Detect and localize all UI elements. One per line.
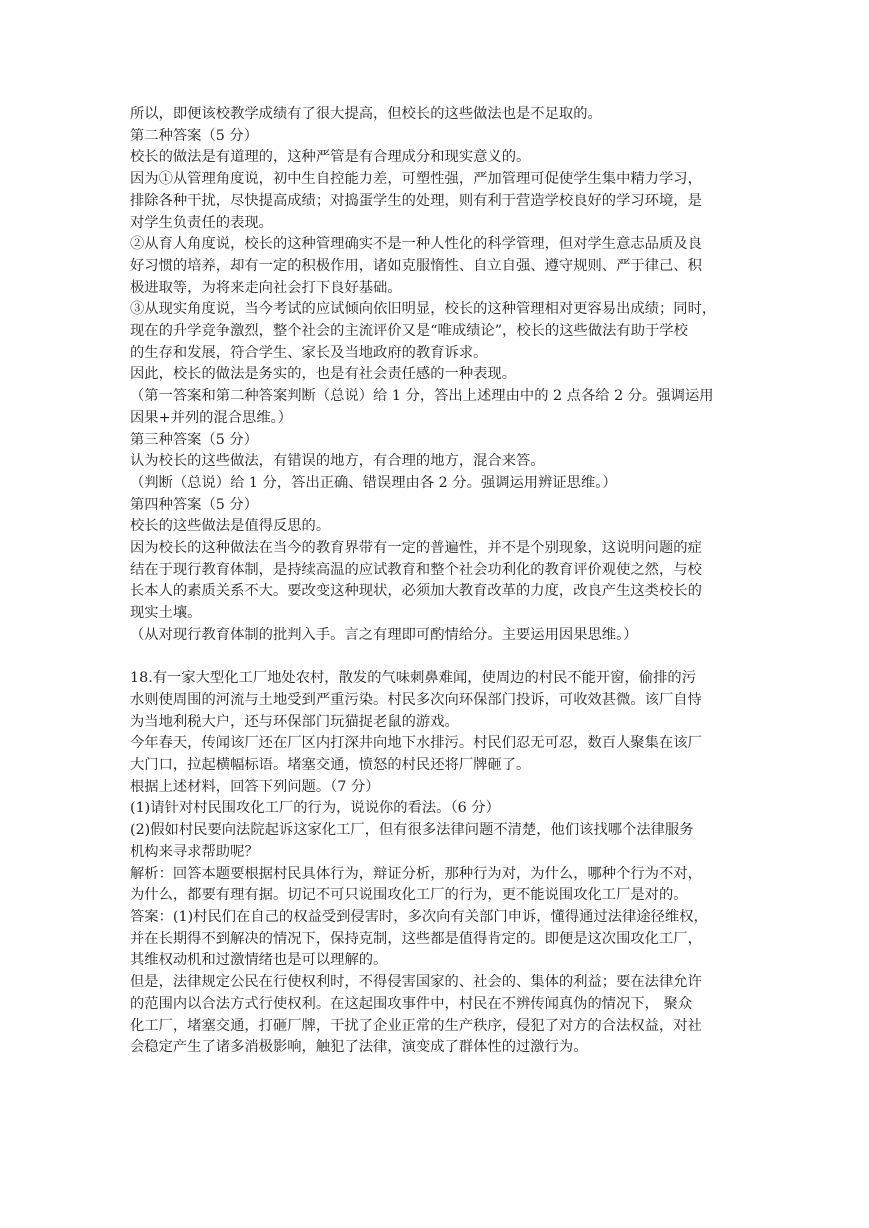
sub-question: (1)请针对村民围攻化工厂的行为，说说你的看法。（6 分） bbox=[130, 800, 500, 817]
text-line: 好习惯的培养，却有一定的积极作用，诸如克服惰性、自立自强、遵守规则、严于律己、积 bbox=[130, 257, 702, 274]
answer-text: 会稳定产生了诸多消极影响，触犯了法律，演变成了群体性的过激行为。 bbox=[130, 1039, 588, 1056]
answer-text: 化工厂，堵塞交通，打砸厂牌，干扰了企业正常的生产秩序，侵犯了对方的合法权益，对社 bbox=[130, 1017, 702, 1034]
answer-text: 的范围内以合法方式行使权利。在这起围攻事件中，村民在不辨传闻真伪的情况下， 聚众 bbox=[130, 995, 693, 1012]
scoring-note: （从对现行教育体制的批判入手。言之有理即可酌情给分。主要运用因果思维。） bbox=[130, 626, 638, 643]
sub-question: 机构来寻求帮助呢？ bbox=[130, 843, 259, 860]
analysis-text: 解析：回答本题要根据村民具体行为，辩证分析，那种行为对，为什么，哪种个行为不对， bbox=[130, 865, 702, 882]
section-heading: 第四种答案（5 分） bbox=[130, 496, 259, 513]
analysis-text: 为什么，都要有理有据。切记不可只说围攻化工厂的行为，更不能说围攻化工厂是对的。 bbox=[130, 887, 688, 904]
document-page bbox=[130, 104, 742, 1059]
text-line: 的生存和发展，符合学生、家长及当地政府的教育诉求。 bbox=[130, 344, 488, 361]
scoring-note: 因果+并列的混合思维。） bbox=[130, 409, 293, 426]
text-line: 现实土壤。 bbox=[130, 605, 202, 622]
question-text: 水则使周围的河流与土地受到严重污染。村民多次向环保部门投诉，可收效甚微。该厂自恃 bbox=[130, 691, 702, 708]
section-heading: 第三种答案（5 分） bbox=[130, 431, 259, 448]
text-line: 长本人的素质关系不大。要改变这种现状，必须加大教育改革的力度，改良产生这类校长的 bbox=[130, 583, 702, 600]
text-line: 校长的这些做法是值得反思的。 bbox=[130, 518, 331, 535]
text-line: 因此，校长的做法是务实的，也是有社会责任感的一种表现。 bbox=[130, 366, 517, 383]
question-text: 今年春天，传闻该厂还在厂区内打深井向地下水排污。村民们忍无可忍，数百人聚集在该厂 bbox=[130, 735, 702, 752]
text-line: 校长的做法是有道理的，这种严管是有合理成分和现实意义的。 bbox=[130, 149, 531, 166]
answer-text: 答案：(1)村民们在自己的权益受到侵害时，多次向有关部门申诉，懂得通过法律途径维权， bbox=[130, 909, 708, 925]
text-line: 因为校长的这种做法在当今的教育界带有一定的普遍性，并不是个别现象，这说明问题的症 bbox=[130, 540, 702, 557]
text-line: 所以，即便该校教学成绩有了很大提高，但校长的这些做法也是不足取的。 bbox=[130, 106, 602, 122]
answer-text: 其维权动机和过激情绪也是可以理解的。 bbox=[130, 952, 388, 969]
text-line: 因为①从管理角度说，初中生自控能力差，可塑性强，严加管理可促使学生集中精力学习， bbox=[130, 171, 702, 188]
text-line: 极进取等，为将来走向社会打下良好基础。 bbox=[130, 279, 402, 296]
text-line: ②从育人角度说，校长的这种管理确实不是一种人性化的科学管理，但对学生意志品质及良 bbox=[130, 236, 702, 253]
question-text: 18.有一家大型化工厂地处农村，散发的气味刺鼻难闻，使周边的村民不能开窗，偷排的污 bbox=[130, 670, 697, 687]
text-line: ③从现实角度说，当今考试的应试倾向依旧明显，校长的这种管理相对更容易出成绩；同时， bbox=[130, 301, 717, 318]
question-text: 为当地利税大户，还与环保部门玩猫捉老鼠的游戏。 bbox=[130, 713, 459, 730]
answer-text: 但是，法律规定公民在行使权利时，不得侵害国家的、社会的、集体的利益；要在法律允许 bbox=[130, 974, 702, 991]
text-line: 排除各种干扰，尽快提高成绩；对捣蛋学生的处理，则有利于营造学校良好的学习环境，是 bbox=[130, 192, 702, 209]
scoring-note: （第一答案和第二种答案判断（总说）给 1 分，答出上述理由中的 2 点各给 2 分。强调运用 bbox=[130, 388, 714, 405]
question-prompt: 根据上述材料，回答下列问题。（7 分） bbox=[130, 778, 380, 795]
section-heading: 第二种答案（5 分） bbox=[130, 127, 259, 144]
text-line: 对学生负责任的表现。 bbox=[130, 214, 273, 231]
answer-text: 并在长期得不到解决的情况下，保持克制，这些都是值得肯定的。即便是这次围攻化工厂， bbox=[130, 930, 702, 947]
question-text: 大门口，拉起横幅标语。堵塞交通，愤怒的村民还将厂牌砸了。 bbox=[130, 757, 531, 774]
blank-line bbox=[130, 647, 742, 669]
text-line: 现在的升学竞争激烈，整个社会的主流评价又是“唯成绩论”，校长的这些做法有助于学校 bbox=[130, 323, 688, 340]
sub-question: (2)假如村民要向法院起诉这家化工厂，但有很多法律问题不清楚，他们该找哪个法律服务 bbox=[130, 822, 694, 839]
text-line: 认为校长的这些做法，有错误的地方，有合理的地方，混合来答。 bbox=[130, 453, 545, 470]
text-line: 结在于现行教育体制，是持续高温的应试教育和整个社会功利化的教育评价观使之然，与校 bbox=[130, 561, 702, 578]
scoring-note: （判断（总说）给 1 分，答出正确、错误理由各 2 分。强调运用辨证思维。） bbox=[130, 474, 617, 491]
